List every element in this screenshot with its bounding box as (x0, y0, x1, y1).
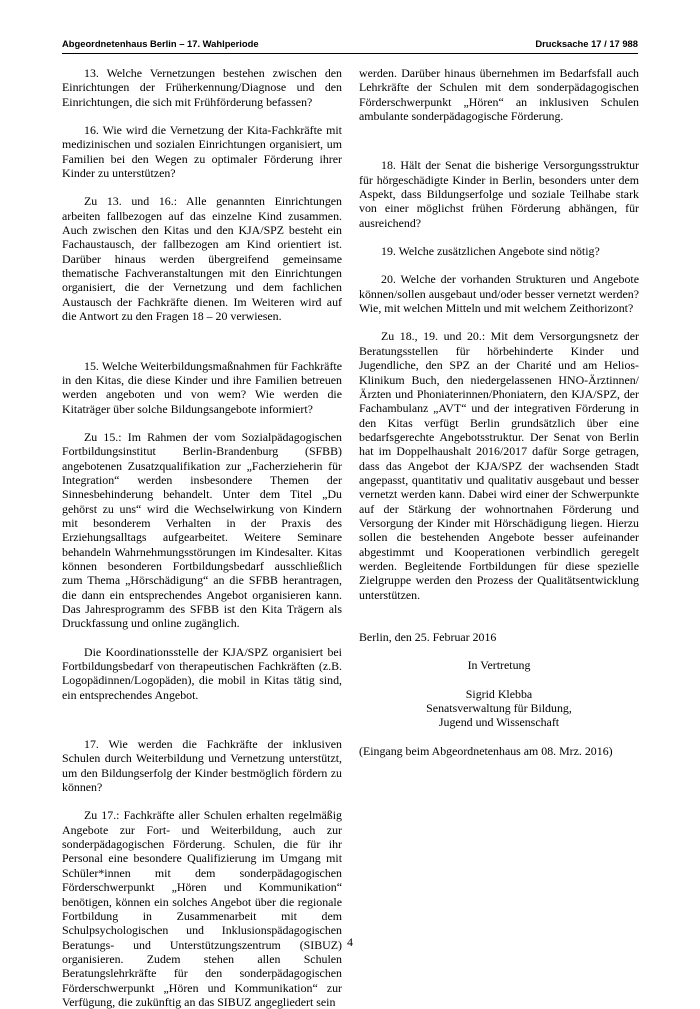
in-vertretung: In Vertretung (467, 658, 531, 673)
question-19: 19. Welche zusätzlichen Angebote sind nötig? (381, 244, 600, 259)
answer-15-cont: Die Koordinationsstelle der KJA/SPZ organisiert bei Fortbildungsbedarf von therapeutischen Fachkräften (z.B. Logopädinnen/Logopäden), die mobil in Kitas tätig sind, ein entsprechendes Angebot. (62, 644, 342, 702)
right-column (359, 66, 639, 758)
question-16: 16. Wie wird die Vernetzung der Kita-Fachkräfte mit medizinischen und sozialen Einrichtungen organisiert, um Familien bei den Wegen zu optimaler Förderung ihrer Kinder zu unterstützen? (62, 123, 342, 181)
question-17: 17. Wie werden die Fachkräfte der inklusiven Schulen durch Weiterbildung und Vernetzung unterstützt, um den Bildungserfolg der Kinder bestmöglich fördern zu können? (62, 737, 342, 795)
question-13: 13. Welche Vernetzungen bestehen zwischen den Einrichtungen der Früherkennung/Diagnose und den Einrichtungen, die sich mit Frühförderung befassen? (62, 66, 342, 109)
answer-13-16: Zu 13. und 16.: Alle genannten Einrichtungen arbeiten fallbezogen auf das einzelne Kind zusammen. Auch zwischen den Kitas und den KJA/SPZ besteht ein Fachaustausch, der fallbezogen am Kind orientiert ist. Darüber hinaus werden übergreifend gemeinsame thematische Fachveranstaltungen mit den Einrichtungen organisiert, die der Vernetzung und dem fachlichen Austausch der Fachkräfte dienen. Im Weiteren wird auf die Antwort zu den Fragen 18 – 20 verwiesen. (62, 194, 342, 324)
answer-15: Zu 15.: Im Rahmen der vom Sozialpädagogischen Fortbildungsinstitut Berlin-Brandenburg (SFBB) angebotenen Zusatzqualifikation zur „Facherzieherin für Integration“ werden insbesondere Themen der Sinnesbehinderung behandelt. Unter dem Titel „Du gehörst zu uns“ wird die Wechselwirkung von Kindern mit besonderem Verhalten in der Praxis des Erziehungsalltags aufgearbeitet. Weitere Seminare behandeln Wahrnehmungsstörungen im Kindesalter. Kitas können besonderen Fortbildungsbedarf ausschließlich zum Thema „Hörschädigung“ an die SFBB herantragen, die dann ein entsprechendes Angebot organisieren kann. Das Jahresprogramm des SFBB ist den Kita Trägern als Druckfassung und online zugänglich. (62, 429, 342, 631)
answer-18-20: Zu 18., 19. und 20.: Mit dem Versorgungsnetz der Beratungsstellen für hörbehinderte Kinder und Jugendliche, den SPZ an der Charité und am Helios-Klinikum Buch, den niedergelassenen HNO-Ärztinnen/Ärzten und Phoniaterinnen/Phoniatern, den KJA/SPZ, der Fachambulanz „AVT“ und der integrativen Förderung in den Kitas verfügt Berlin grundsätzlich über eine bedarfsgerechte Angebotsstruktur. Der Senat von Berlin hat im Doppelhaushalt 2016/2017 dafür Sorge getragen, dass das Angebot der KJA/SPZ der wachsenden Stadt angepasst, quantitativ und qualitativ ausgebaut und besser vernetzt werden kann. Dabei wird einer der Schwerpunkte auf der Stärkung der wohnortnahen Förderung und Versorgung der Kinder mit Hörschädigung liegen. Hierzu sollen die bestehenden Angebote besser aufeinander abgestimmt und Kooperationen verbindlich geregelt werden. Begleitende Fortbildungen für diese spezielle Zielgruppe werden den Prozess der Qualitätsentwicklung unterstützen. (359, 329, 639, 602)
place-date: Berlin, den 25. Februar 2016 (359, 630, 497, 644)
receipt-note: (Eingang beim Abgeordnetenhaus am 08. Mrz. 2016) (359, 743, 613, 758)
question-20: 20. Welche der vorhanden Strukturen und Angebote können/sollen ausgebaut und/oder besser vernetzt werden? Wie, mit welchen Mitteln und mit welchem Zeithorizont? (359, 272, 639, 316)
signatory-name: Sigrid Klebba (465, 686, 533, 701)
signatory-org-1: Senatsverwaltung für Bildung, (426, 701, 572, 716)
left-column (62, 66, 342, 1009)
signatory-org-2: Jugend und Wissenschaft (438, 715, 560, 730)
header-right: Drucksache 17 / 17 988 (535, 38, 638, 49)
header-left: Abgeordnetenhaus Berlin – 17. Wahlperiode (62, 38, 259, 49)
question-18: 18. Hält der Senat die bisherige Versorgungsstruktur für hörgeschädigte Kinder in Berlin, besonders unter dem Aspekt, dass Bildungserfolge und soziale Teilhabe stark von einer möglichst frühen Förderung abhängen, für ausreichend? (359, 158, 639, 230)
page-header (62, 38, 638, 49)
answer-17-cont: werden. Darüber hinaus übernehmen im Bedarfsfall auch Lehrkräfte der Schulen mit dem sonderpädagogischen Förderschwerpunkt „Hören“ an inklusiven Schulen ambulante sonderpädagogische Förderung. (359, 66, 639, 124)
header-rule (62, 53, 638, 54)
page-number: 4 (347, 935, 353, 949)
question-15: 15. Welche Weiterbildungsmaßnahmen für Fachkräfte in den Kitas, die diese Kinder und ihre Familien betreuen werden angeboten und von wem? Wie werden die Kitaträger über solche Bildungsangebote informiert? (62, 358, 342, 416)
answer-17: Zu 17.: Fachkräfte aller Schulen erhalten regelmäßig Angebote zur Fort- und Weiterbildung, auch zur sonderpädagogischen Förderung. Schulen, die für ihr Personal eine besondere Qualifizierung im Umgang mit Schüler*innen mit dem sonderpädagogischen Förderschwerpunkt „Hören und Kommunikation“ benötigen, können ein solches Angebot über die regionale Fortbildung in Zusammenarbeit mit dem Schulpsychologischen und Inklusionspädagogischen Beratungs- und Unterstützungszentrum (SIBUZ) organisieren. Zudem stehen allen Schulen Beratungslehrkräfte für den sonderpädagogischen Förderschwerpunkt „Hören und Kommunikation“ zur Verfügung, die zukünftig an das SIBUZ angegliedert sein (62, 808, 342, 1009)
